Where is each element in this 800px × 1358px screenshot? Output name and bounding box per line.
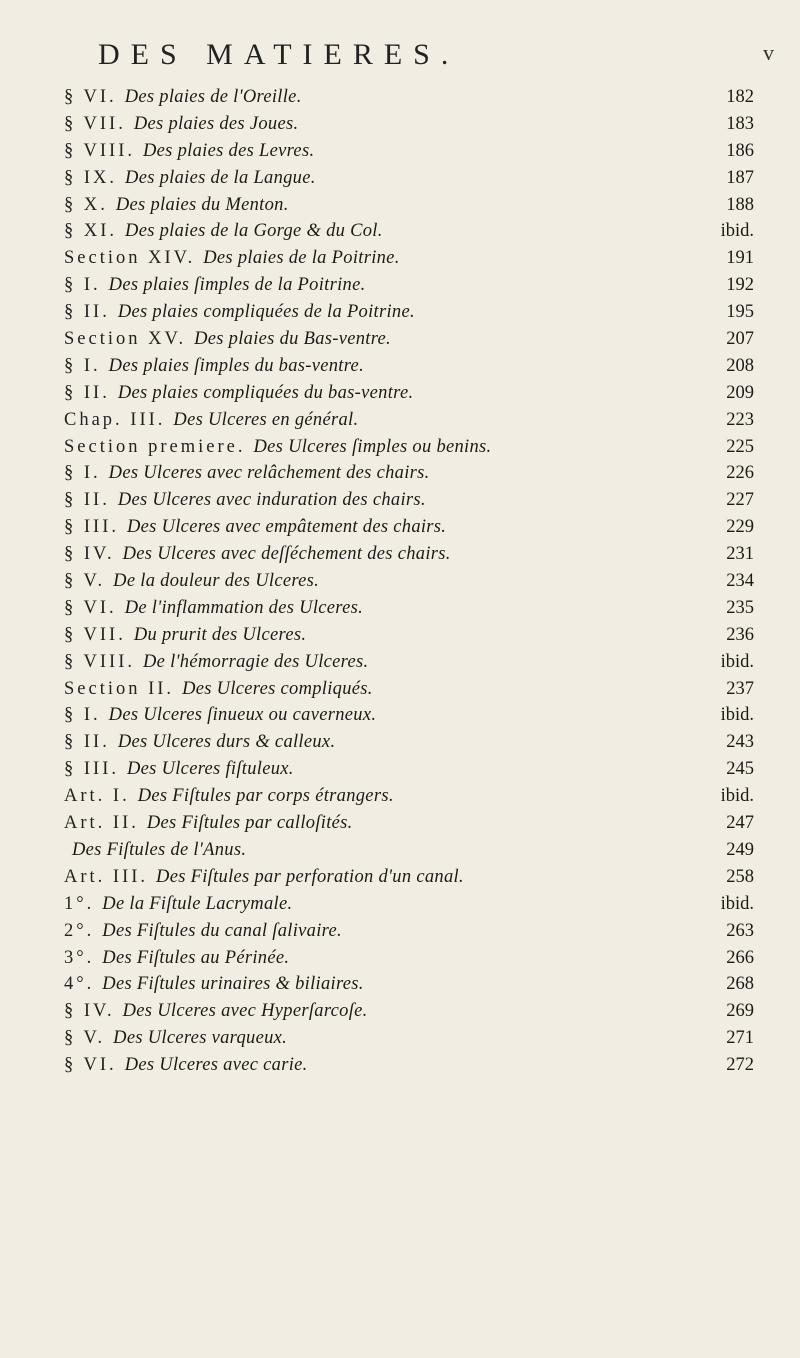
toc-entry-prefix: § XI. (64, 221, 118, 242)
toc-entry-page: 237 (726, 678, 754, 699)
toc-entry-title: Des Fiſtules du canal ſalivaire. (102, 920, 342, 941)
toc-entry-prefix: § II. (64, 302, 110, 323)
toc-entry-page: 268 (726, 974, 754, 995)
toc-entry (64, 864, 754, 891)
toc-entry-title: Des Ulceres en général. (173, 409, 359, 430)
toc-entry-title: Des Ulceres avec induration des chairs. (117, 490, 426, 511)
toc-entry (64, 998, 754, 1025)
toc-entry-prefix: Section II. (64, 678, 175, 699)
toc-entry (64, 407, 754, 434)
toc-entry-title: De l'hémorragie des Ulceres. (143, 651, 369, 672)
toc-entry-title: Des plaies de l'Oreille. (124, 87, 302, 107)
toc-entry (64, 810, 754, 837)
toc-entry-page: 207 (726, 329, 754, 350)
toc-entry-prefix: 2°. (64, 920, 95, 941)
toc-entry (64, 165, 754, 192)
toc-entry-prefix: § VI. (64, 597, 117, 618)
toc-entry-title: Des plaies ſimples du bas-ventre. (108, 355, 364, 376)
toc-entry-prefix: Art. II. (64, 813, 139, 834)
toc-entry-title: De la Fiſtule Lacrymale. (102, 893, 293, 914)
toc-entry-title: Des Ulceres ſinueux ou caverneux. (108, 705, 377, 726)
toc-entry-page: ibid. (720, 893, 754, 914)
toc-entry-page: 229 (726, 517, 754, 538)
toc-entry (64, 1025, 754, 1052)
toc-entry-page: ibid. (720, 221, 754, 242)
table-of-contents (64, 84, 754, 1079)
page-header (90, 38, 774, 78)
toc-entry (64, 595, 754, 622)
toc-entry-page: 183 (726, 113, 754, 134)
toc-entry-prefix: § VII. (64, 113, 126, 134)
toc-entry-title: Des Fiſtules par calloſités. (146, 813, 353, 834)
toc-entry-page: 235 (726, 597, 754, 618)
toc-entry-title: Des Ulceres avec carie. (124, 1055, 308, 1076)
toc-entry-title: Des plaies de la Gorge & du Col. (125, 221, 383, 242)
toc-entry-page: 187 (726, 167, 754, 188)
toc-entry-page: 186 (726, 140, 754, 161)
toc-entry (64, 837, 754, 864)
toc-entry-title: Des Fiſtules de l'Anus. (72, 839, 247, 860)
toc-entry-prefix: § VII. (64, 624, 126, 645)
toc-entry-prefix: § VIII. (64, 140, 136, 161)
toc-entry-prefix: § II. (64, 382, 110, 403)
toc-entry-title: De la douleur des Ulceres. (113, 571, 320, 592)
toc-entry-title: Des plaies de la Langue. (125, 167, 316, 188)
toc-entry-page: 225 (726, 436, 754, 457)
toc-entry-prefix: § VIII. (64, 651, 136, 672)
page-number: v (763, 40, 774, 65)
toc-entry-prefix: § I. (64, 355, 101, 376)
toc-entry-title: Des plaies compliquées du bas-ventre. (117, 382, 414, 403)
toc-entry-title: Des Ulceres avec relâchement des chairs. (108, 463, 430, 484)
toc-entry (64, 702, 754, 729)
toc-entry-prefix: Section XV. (64, 329, 187, 350)
toc-entry (64, 299, 754, 326)
toc-entry (64, 676, 754, 703)
toc-entry-title: Des Ulceres fiſtuleux. (126, 759, 294, 780)
toc-entry (64, 568, 754, 595)
toc-entry-prefix: § V. (64, 571, 106, 592)
toc-entry-title: Des Fiſtules par perforation d'un canal. (156, 866, 464, 887)
toc-entry-page: 245 (726, 759, 754, 780)
running-title: DES MATIERES. (98, 38, 460, 71)
toc-entry (64, 891, 754, 918)
toc-entry-page: 195 (726, 302, 754, 323)
toc-entry-page: ibid. (720, 651, 754, 672)
toc-entry (64, 756, 754, 783)
toc-entry-title: Des plaies compliquées de la Poitrine. (117, 302, 415, 323)
toc-entry-page: 227 (726, 490, 754, 511)
toc-entry-page: 209 (726, 382, 754, 403)
toc-entry-prefix: 1°. (64, 893, 95, 914)
toc-entry-prefix: § I. (64, 705, 101, 726)
toc-entry (64, 649, 754, 676)
toc-entry (64, 945, 754, 972)
toc-entry-page: 249 (726, 839, 754, 860)
toc-entry-page: ibid. (720, 705, 754, 726)
toc-entry-prefix: Art. III. (64, 866, 149, 887)
toc-entry-page: 231 (726, 544, 754, 565)
toc-entry-prefix: § I. (64, 275, 101, 296)
toc-entry-page: 247 (726, 813, 754, 834)
toc-entry-page: 234 (726, 571, 754, 592)
toc-entry-title: Des Ulceres compliqués. (182, 678, 373, 699)
toc-entry-prefix: Section XIV. (64, 248, 196, 269)
toc-entry-prefix: Section premiere. (64, 436, 246, 457)
toc-entry-page: 188 (726, 194, 754, 215)
toc-entry-page: 191 (726, 248, 754, 269)
toc-entry-title: Du prurit des Ulceres. (133, 624, 307, 645)
toc-entry-page: 236 (726, 624, 754, 645)
toc-entry (64, 918, 754, 945)
toc-entry (64, 487, 754, 514)
toc-entry (64, 1052, 754, 1079)
toc-entry-title: Des Ulceres ſimples ou benins. (253, 436, 492, 457)
toc-entry (64, 380, 754, 407)
toc-entry (64, 783, 754, 810)
toc-entry-prefix: § X. (64, 194, 108, 215)
toc-entry (64, 326, 754, 353)
toc-entry (64, 245, 754, 272)
toc-entry (64, 729, 754, 756)
toc-entry-page: 226 (726, 463, 754, 484)
toc-entry-page: 271 (726, 1028, 754, 1049)
toc-entry (64, 971, 754, 998)
toc-entry-title: Des Fiſtules au Périnée. (102, 947, 290, 968)
toc-entry-prefix: Chap. III. (64, 409, 166, 430)
toc-entry (64, 138, 754, 165)
toc-entry-page: 263 (726, 920, 754, 941)
toc-entry-title: Des Ulceres durs & calleux. (117, 732, 336, 753)
toc-entry-prefix: § II. (64, 490, 110, 511)
toc-entry-title: Des plaies de la Poitrine. (203, 248, 400, 269)
toc-entry (64, 272, 754, 299)
toc-entry-prefix: 4°. (64, 974, 95, 995)
toc-entry (64, 514, 754, 541)
toc-entry-title: Des Fiſtules urinaires & biliaires. (102, 974, 364, 995)
toc-entry-prefix: § V. (64, 1028, 106, 1049)
toc-entry-prefix: § IX. (64, 167, 118, 188)
toc-entry-page: 182 (726, 87, 754, 107)
toc-entry-page: 258 (726, 866, 754, 887)
toc-entry-prefix: § VI. (64, 1055, 117, 1076)
toc-entry-page: 243 (726, 732, 754, 753)
toc-entry-prefix: 3°. (64, 947, 95, 968)
toc-entry-page: ibid. (720, 786, 754, 807)
toc-entry-page: 269 (726, 1001, 754, 1022)
toc-entry-title: Des plaies des Joues. (133, 113, 299, 134)
toc-entry (64, 218, 754, 245)
toc-entry-title: Des Ulceres avec deſſéchement des chairs. (122, 544, 451, 565)
toc-entry-prefix: § I. (64, 463, 101, 484)
toc-entry-page: 223 (726, 409, 754, 430)
toc-entry (64, 460, 754, 487)
toc-entry-prefix: § III. (64, 759, 119, 780)
toc-entry-title: Des plaies des Levres. (143, 140, 315, 161)
toc-entry-prefix: § IV. (64, 1001, 115, 1022)
toc-entry (64, 622, 754, 649)
toc-entry-title: De l'inflammation des Ulceres. (124, 597, 364, 618)
toc-entry (64, 353, 754, 380)
toc-entry (64, 434, 754, 461)
toc-entry (64, 192, 754, 219)
toc-entry-prefix: § II. (64, 732, 110, 753)
toc-entry-title: Des Fiſtules par corps étrangers. (137, 786, 394, 807)
toc-entry-page: 272 (726, 1055, 754, 1076)
toc-entry-prefix: § IV. (64, 544, 115, 565)
toc-entry-title: Des Ulceres avec empâtement des chairs. (126, 517, 447, 538)
toc-entry (64, 84, 754, 111)
toc-entry-title: Des plaies du Bas-ventre. (194, 329, 391, 350)
toc-entry (64, 111, 754, 138)
toc-entry-prefix: § VI. (64, 87, 117, 107)
toc-entry-title: Des Ulceres avec Hyperſarcoſe. (122, 1001, 368, 1022)
toc-entry (64, 541, 754, 568)
toc-entry-title: Des Ulceres varqueux. (113, 1028, 288, 1049)
toc-entry-prefix: § III. (64, 517, 119, 538)
toc-entry-title: Des plaies ſimples de la Poitrine. (108, 275, 366, 296)
toc-entry-page: 208 (726, 355, 754, 376)
toc-entry-page: 192 (726, 275, 754, 296)
toc-entry-title: Des plaies du Menton. (115, 194, 289, 215)
toc-entry-prefix: Art. I. (64, 786, 130, 807)
toc-entry-page: 266 (726, 947, 754, 968)
